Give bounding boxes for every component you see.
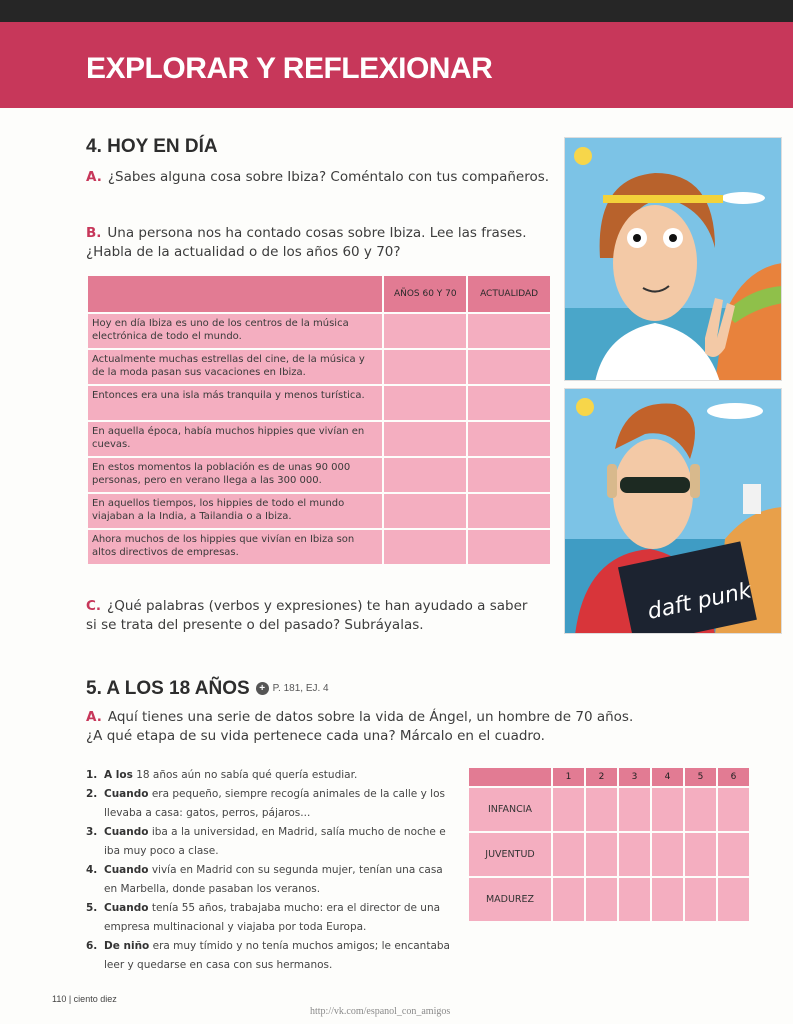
item-number: 1.	[86, 769, 98, 781]
exercise-5a	[86, 708, 633, 746]
section-4-title: 4. HOY EN DÍA	[86, 136, 218, 157]
life-facts-list	[86, 766, 456, 975]
grid-cell[interactable]	[553, 833, 584, 876]
table-row	[88, 314, 550, 348]
sentence-cell: En estos momentos la población es de unas 90 000 personas, pero en verano llega a las 300 000.	[88, 458, 382, 492]
answer-cell-present[interactable]	[468, 422, 550, 456]
sentence-cell: Hoy en día Ibiza es uno de los centros de la música electrónica de todo el mundo.	[88, 314, 382, 348]
answer-cell-past[interactable]	[384, 530, 466, 564]
item-lead: Cuando	[104, 902, 149, 914]
grid-cell[interactable]	[553, 878, 584, 921]
list-item	[86, 823, 456, 861]
exercise-letter: C.	[86, 598, 102, 614]
answer-cell-present[interactable]	[468, 314, 550, 348]
answer-cell-present[interactable]	[468, 386, 550, 420]
grid-cell[interactable]	[652, 788, 683, 831]
grid-col-header: 4	[652, 768, 683, 786]
exercise-4c-line1: ¿Qué palabras (verbos y expresiones) te han ayudado a saber	[107, 598, 528, 614]
grid-row-madurez	[469, 878, 751, 921]
grid-cell[interactable]	[619, 788, 650, 831]
page-number: 110 | ciento diez	[52, 994, 117, 1004]
exercise-4b-line1: Una persona nos ha contado cosas sobre Ibiza. Lee las frases.	[107, 225, 527, 241]
reference-text: P. 181, EJ. 4	[272, 683, 329, 695]
list-item	[86, 937, 456, 975]
grid-cell[interactable]	[553, 788, 584, 831]
exercise-5a-line1: Aquí tienes una serie de datos sobre la vida de Ángel, un hombre de 70 años.	[107, 709, 634, 725]
list-item	[86, 766, 456, 785]
watermark-url: http://vk.com/espanol_con_amigos	[310, 1006, 451, 1017]
exercise-4c	[86, 597, 527, 635]
item-number: 4.	[86, 864, 98, 876]
item-text: vivía en Madrid con su segunda mujer, tenían una casa en Marbella, donde pasaban los veranos.	[104, 864, 443, 895]
grid-cell[interactable]	[652, 878, 683, 921]
answer-cell-past[interactable]	[384, 422, 466, 456]
sentence-cell: En aquella época, había muchos hippies que vivían en cuevas.	[88, 422, 382, 456]
exercise-4b-line2: ¿Habla de la actualidad o de los años 60 y 70?	[86, 244, 401, 260]
exercise-letter: A.	[86, 169, 102, 185]
sentence-cell: En aquellos tiempos, los hippies de todo el mundo viajaban a la India, a Tailandia o a Ibiza.	[88, 494, 382, 528]
ibiza-table	[88, 276, 550, 564]
grid-cell[interactable]	[586, 878, 617, 921]
item-text: iba a la universidad, en Madrid, salía mucho de noche e iba muy poco a clase.	[104, 826, 446, 857]
sentence-cell: Ahora muchos de los hippies que vivían en Ibiza son altos directivos de empresas.	[88, 530, 382, 564]
exercise-5a-line2: ¿A qué etapa de su vida pertenece cada una? Márcalo en el cuadro.	[86, 728, 545, 744]
grid-row-juventud	[469, 833, 751, 876]
sentence-cell: Entonces era una isla más tranquila y menos turística.	[88, 386, 382, 420]
item-lead: Cuando	[104, 826, 149, 838]
answer-cell-present[interactable]	[468, 530, 550, 564]
dj-illustration	[564, 388, 782, 634]
page-title: EXPLORAR Y REFLEXIONAR	[86, 52, 493, 85]
life-stage-grid	[469, 768, 751, 921]
grid-col-header: 3	[619, 768, 650, 786]
plus-icon: +	[256, 682, 269, 695]
exercise-4a-text: ¿Sabes alguna cosa sobre Ibiza? Coméntalo con tus compañeros.	[107, 169, 550, 185]
item-text: 18 años aún no sabía qué quería estudiar.	[132, 769, 358, 781]
grid-row-label: MADUREZ	[469, 878, 551, 921]
grid-cell[interactable]	[586, 833, 617, 876]
answer-cell-present[interactable]	[468, 494, 550, 528]
table-row	[88, 494, 550, 528]
table-row	[88, 422, 550, 456]
item-lead: De niño	[104, 940, 150, 952]
grid-cell[interactable]	[685, 878, 716, 921]
exercise-4b	[86, 224, 527, 262]
section-banner	[0, 22, 793, 108]
exercise-letter: B.	[86, 225, 102, 241]
item-lead: Cuando	[104, 864, 149, 876]
section-5-title-text: 5. A LOS 18 AÑOS	[86, 678, 250, 699]
grid-col-header: 2	[586, 768, 617, 786]
item-number: 3.	[86, 826, 98, 838]
exercise-4a	[86, 168, 549, 187]
answer-cell-past[interactable]	[384, 458, 466, 492]
table-header-blank	[88, 276, 382, 312]
answer-cell-past[interactable]	[384, 314, 466, 348]
item-number: 2.	[86, 788, 98, 800]
table-row	[88, 350, 550, 384]
reference-link[interactable]	[256, 682, 329, 695]
sentence-cell: Actualmente muchas estrellas del cine, de la música y de la moda pasan sus vacaciones en Ibiza.	[88, 350, 382, 384]
section-5-title	[86, 678, 329, 700]
grid-cell[interactable]	[718, 788, 749, 831]
grid-cell[interactable]	[652, 833, 683, 876]
grid-cell[interactable]	[685, 788, 716, 831]
answer-cell-past[interactable]	[384, 494, 466, 528]
item-text: tenía 55 años, trabajaba mucho: era el director de una empresa multinacional y viajaba por toda Europa.	[104, 902, 441, 933]
column-header-60-70: AÑOS 60 Y 70	[384, 276, 466, 312]
item-number: 6.	[86, 940, 98, 952]
grid-header-blank	[469, 768, 551, 786]
item-number: 5.	[86, 902, 98, 914]
grid-cell[interactable]	[718, 878, 749, 921]
grid-cell[interactable]	[718, 833, 749, 876]
answer-cell-past[interactable]	[384, 350, 466, 384]
table-row	[88, 386, 550, 420]
item-lead: A los	[104, 769, 133, 781]
grid-col-header: 1	[553, 768, 584, 786]
column-header-actualidad: ACTUALIDAD	[468, 276, 550, 312]
item-text: era muy tímido y no tenía muchos amigos; le encantaba leer y quedarse en casa con sus hermanos.	[104, 940, 450, 971]
exercise-4c-line2: si se trata del presente o del pasado? Subráyalas.	[86, 617, 424, 633]
item-lead: Cuando	[104, 788, 149, 800]
answer-cell-past[interactable]	[384, 386, 466, 420]
list-item	[86, 899, 456, 937]
grid-cell[interactable]	[619, 878, 650, 921]
answer-cell-present[interactable]	[468, 458, 550, 492]
table-row	[88, 458, 550, 492]
exercise-letter: A.	[86, 709, 102, 725]
grid-cell[interactable]	[685, 833, 716, 876]
grid-cell[interactable]	[619, 833, 650, 876]
table-row	[88, 530, 550, 564]
grid-col-header: 5	[685, 768, 716, 786]
list-item	[86, 785, 456, 823]
list-item	[86, 861, 456, 899]
album-cover-text: daft punk	[645, 578, 754, 625]
hippie-illustration	[564, 137, 782, 381]
item-text: era pequeño, siempre recogía animales de la calle y los llevaba a casa: gatos, perros, pájaros...	[104, 788, 445, 819]
grid-row-infancia	[469, 788, 751, 831]
top-dark-strip	[0, 0, 793, 22]
grid-row-label: JUVENTUD	[469, 833, 551, 876]
grid-row-label: INFANCIA	[469, 788, 551, 831]
answer-cell-present[interactable]	[468, 350, 550, 384]
grid-cell[interactable]	[586, 788, 617, 831]
grid-col-header: 6	[718, 768, 749, 786]
